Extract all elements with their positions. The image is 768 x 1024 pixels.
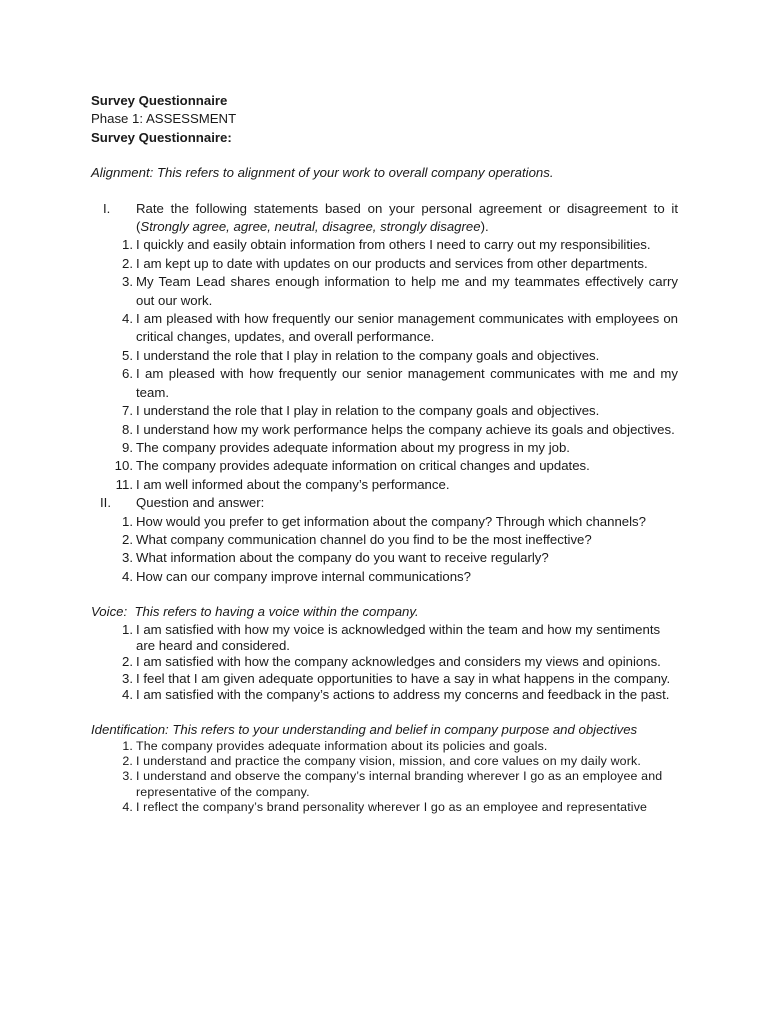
roman-numeral: II. [100,495,111,511]
list-item: 7. I understand the role that I play in relation to the company goals and objectives. [122,403,600,419]
list-item: 2. I understand and practice the company vision, mission, and core values on my daily work. [122,754,641,769]
rating-statements-list [91,236,678,494]
alignment-part-1 [91,200,678,495]
list-item: 11. I am well informed about the company’s performance. [115,476,450,492]
list-item: 3. I understand and observe the company’s internal branding wherever I go as an employee and representative of the company. [122,769,663,799]
list-item: 1. How would you prefer to get information about the company? Through which channels? [122,513,646,529]
roman-item-1 [91,200,678,237]
question-answer-heading: Question and answer: [136,495,265,511]
list-item: 4. I am pleased with how frequently our senior management communicates with employees on critical changes, updates, and overall performance. [122,311,678,345]
roman-item-2 [91,494,678,512]
list-item: 1. I quickly and easily obtain information from others I need to carry out my responsibilities. [122,237,651,253]
list-item: 4. I am satisfied with the company’s actions to address my concerns and feedback in the past. [122,687,670,703]
list-item: 3. I feel that I am given adequate opportunities to have a say in what happens in the company. [122,670,671,686]
list-item: 3. What information about the company do you want to receive regularly? [122,550,549,566]
list-item: 10. The company provides adequate information on critical changes and updates. [114,458,590,474]
document-title: Survey Questionnaire [91,93,228,108]
list-item: 2. What company communication channel do you find to be the most ineffective? [122,531,592,547]
document-subtitle: Survey Questionnaire: [91,129,232,145]
alignment-part-2 [91,494,678,586]
roman-numeral: I. [103,200,111,216]
voice-label: Voice: [91,604,128,620]
alignment-intro: Alignment: This refers to alignment of your work to overall company operations. [91,165,554,181]
list-item: 1. I am satisfied with how my voice is acknowledged within the team and how my sentiments are heard and considered. [122,621,661,653]
list-item: 4. I reflect the company’s brand personality wherever I go as an employee and representative [122,799,648,814]
voice-section [91,603,678,703]
instructions-end: ). [480,219,489,235]
list-item: 1. The company provides adequate information about its policies and goals. [122,739,548,753]
document-content [91,92,678,815]
voice-statements-list [91,622,678,704]
rating-scale: Strongly agree, agree, neutral, disagree, strongly disagree [140,219,481,235]
list-item: 6. I am pleased with how frequently our senior management communicates with me and my team. [122,366,678,400]
voice-intro [91,603,678,621]
list-item: 9. The company provides adequate information about my progress in my job. [122,439,570,455]
identification-section [91,721,678,815]
list-item: 5. I understand the role that I play in relation to the company goals and objectives. [122,347,600,363]
questions-list [91,513,678,587]
voice-intro-text: This refers to having a voice within the company. [134,604,419,620]
list-item: 4. How can our company improve internal communications? [122,568,471,584]
instructions-text: Rate the following statements based on your personal agreement or disagreement to it ( [136,200,678,235]
list-item: 2. I am kept up to date with updates on our products and services from other departments. [122,255,648,271]
identification-intro: Identification: This refers to your understanding and belief in company purpose and objectives [91,721,638,737]
rating-instructions [136,200,678,237]
phase-label: Phase 1: ASSESSMENT [91,111,237,127]
list-item: 3. My Team Lead shares enough information to help me and my teammates effectively carry out our work. [122,274,678,308]
list-item: 8. I understand how my work performance helps the company achieve its goals and objectives. [122,421,675,437]
list-item: 2. I am satisfied with how the company acknowledges and considers my views and opinions. [122,654,661,670]
identification-statements-list [91,739,678,815]
